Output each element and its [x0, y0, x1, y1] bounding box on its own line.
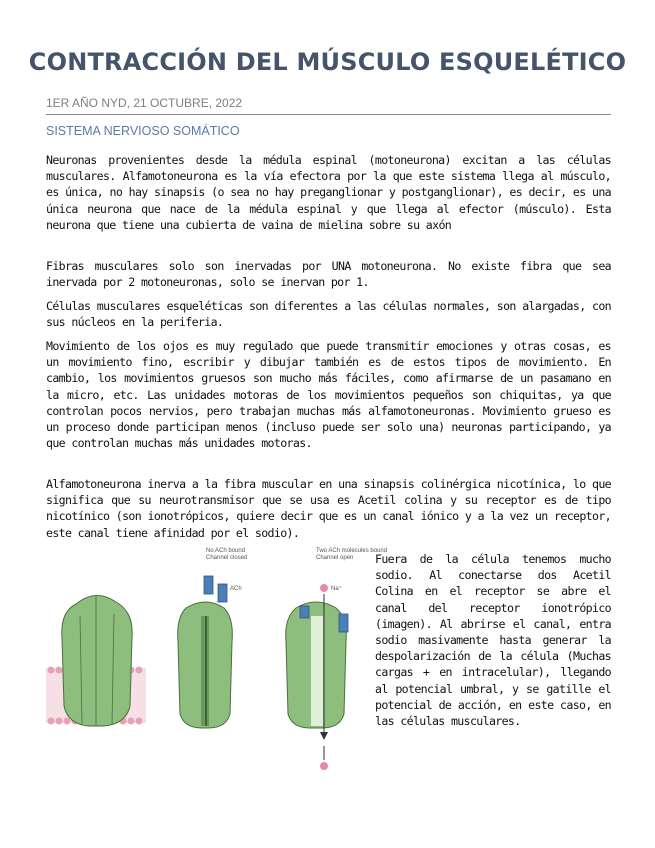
ach-molecule [204, 576, 213, 594]
header-divider [46, 114, 611, 115]
receptor-open-section [286, 602, 347, 728]
paragraph-motoneurona: Neuronas provenientes desde la médula espinal (motoneurona) excitan a las células musculares. Alfamotoneurona es la vía efectora por la que este sistema llega al músculo, es única, no hay sinapsis (o sea no hay preganglionar y postganglionar), es decir, es una única neurona que nace de la médula espinal y que llega al efector (músculo). Esta neurona que tiene una cubierta de vaina de mielina sobre su axón [46, 153, 611, 232]
section-heading: SISTEMA NERVIOSO SOMÁTICO [46, 124, 240, 138]
caption-closed: Channel closed [206, 555, 248, 561]
paragraph-celulas: Células musculares esqueléticas son diferentes a las células normales, son alargadas, con sus núcleos en la periferia. [46, 299, 611, 330]
sodium-ion-inside [320, 762, 328, 770]
caption-open: Channel open [316, 555, 354, 561]
document-date: 1ER AÑO NYD, 21 OCTUBRE, 2022 [46, 96, 243, 110]
caption-no-ach: No ACh bound [206, 548, 246, 554]
receptor-illustration [46, 546, 388, 776]
page-title: CONTRACCIÓN DEL MÚSCULO ESQUELÉTICO [28, 48, 627, 76]
ach-bound-left [300, 606, 309, 618]
receptor-closed-section [178, 602, 233, 728]
receptor-closed-full [62, 595, 132, 726]
caption-two-ach: Two ACh molecules bound [316, 548, 388, 554]
caption-ach: ACh [230, 586, 242, 592]
ach-bound-right [339, 614, 348, 632]
paragraph-sodio: Fuera de la célula tenemos mucho sodio. Al conectarse dos Acetil Colina en el receptor se abre el canal del receptor ionotrópico (imagen). Al abrirse el canal, entra sodio masivamente hasta generar la despolarización de la célula (Muchas cargas + en intracelular), llegando al potencial umbral, y se gatille el potencial de acción, en este caso, en las células musculares. [375, 552, 611, 729]
paragraph-sinapsis: Alfamotoneurona inerva a la fibra muscular en una sinapsis colinérgica nicotínica, lo que significa que su neurotransmisor que se usa es Acetil colina y su receptor es de tipo nicotínico (son ionotrópicos, quiere decir que es un canal iónico y a la vez un receptor, este canal tiene afinidad por el sodio). [46, 477, 611, 540]
sodium-ion-outside [320, 584, 328, 592]
caption-na-top: Na⁺ [331, 586, 342, 592]
paragraph-movimiento: Movimiento de los ojos es muy regulado que puede transmitir emociones y otras cosas, es un movimiento fino, escribir y dibujar también es de estos tipos de movimiento. En cambio, los movimientos gruesos son mucho más fáciles, como afirmarse de un pasamano en la micro, etc. Las unidades motoras de los movimientos pequeños son chiquitas, ya que controlan pocos nervios, pero trabajan muchas más alfamotoneuronas. Movimiento grueso es un proceso donde participan menos (incluso puede ser solo una) neuronas participando, ya que controlan muchas más unidades motoras. [46, 339, 611, 451]
arrowhead-icon [320, 732, 328, 740]
paragraph-fibras: Fibras musculares solo son inervadas por UNA motoneurona. No existe fibra que sea inervada por 2 motoneuronas, solo se inervan por 1. [46, 259, 611, 290]
ach-molecule [218, 584, 227, 602]
